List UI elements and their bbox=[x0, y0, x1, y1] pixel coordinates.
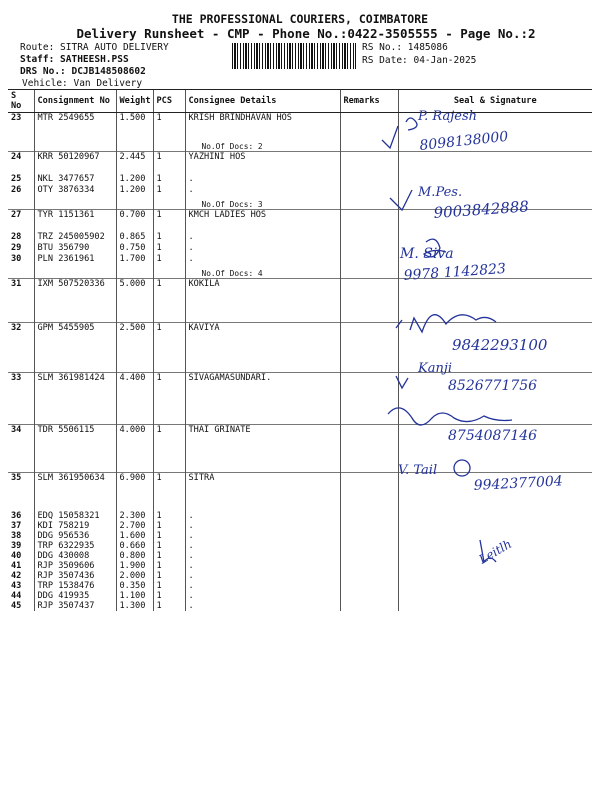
cell-sno: 42 bbox=[11, 570, 22, 581]
cell-cons: DDG 419935 bbox=[34, 591, 116, 601]
route-label: Route: SITRA AUTO DELIVERY bbox=[20, 42, 169, 53]
cell-wt: 0.800 bbox=[116, 551, 153, 561]
cell-cons: KDI 758219 bbox=[34, 521, 116, 531]
cell-pcs: 1 bbox=[153, 425, 185, 473]
cell-sno: 35 bbox=[8, 473, 34, 511]
signature-23 bbox=[380, 104, 540, 168]
cell-wt bbox=[116, 265, 153, 279]
cell-rem bbox=[340, 323, 398, 373]
signature-24-phone: 9003842888 bbox=[433, 197, 530, 222]
cell-rem bbox=[340, 571, 398, 581]
cell-sno: 39 bbox=[11, 540, 22, 551]
cell-cons: RJP 3507436 bbox=[34, 571, 116, 581]
cell-wt: 2.445 bbox=[116, 152, 153, 174]
drs-number: DRS No.: DCJB148508602 bbox=[20, 66, 146, 77]
cell-cons: EDQ 15058321 bbox=[34, 511, 116, 521]
cell-rem bbox=[340, 473, 398, 511]
cell-pcs: 1 bbox=[153, 279, 185, 323]
cell-pcs: 1 bbox=[153, 601, 185, 611]
signature-33-phone: 8754087146 bbox=[448, 428, 538, 444]
cell-sno: 34 bbox=[8, 425, 34, 473]
cell-sno: 25 bbox=[11, 173, 22, 184]
signature-35-45 bbox=[476, 534, 536, 582]
cell-sno bbox=[8, 265, 34, 279]
rs-number: RS No.: 1485086 bbox=[362, 42, 448, 53]
signature-34-phone: 9942377004 bbox=[473, 473, 564, 494]
cell-wt: 2.000 bbox=[116, 571, 153, 581]
cell-details: . bbox=[185, 232, 340, 243]
cell-cons: SLM 361981424 bbox=[34, 373, 116, 425]
cell-sno bbox=[8, 138, 34, 152]
staff-label: Staff: SATHEESH.PSS bbox=[20, 54, 129, 65]
signature-34-name: V. Tail bbox=[398, 463, 438, 478]
cell-pcs bbox=[153, 138, 185, 152]
cell-wt: 4.400 bbox=[116, 373, 153, 425]
cell-wt: 1.200 bbox=[116, 185, 153, 196]
cell-details: KOKILA bbox=[185, 279, 340, 323]
table-row bbox=[8, 591, 592, 601]
cell-details: . bbox=[185, 531, 340, 541]
cell-sig bbox=[398, 601, 592, 611]
table-row bbox=[8, 581, 592, 591]
cell-wt: 5.000 bbox=[116, 279, 153, 323]
cell-sig bbox=[398, 521, 592, 531]
cell-wt: 1.100 bbox=[116, 591, 153, 601]
company-title: THE PROFESSIONAL COURIERS, COIMBATORE bbox=[171, 12, 429, 26]
cell-cons: TRP 6322935 bbox=[34, 541, 116, 551]
cell-wt: 0.700 bbox=[116, 210, 153, 232]
cell-pcs: 1 bbox=[153, 531, 185, 541]
cell-sno: 40 bbox=[11, 550, 22, 561]
cell-cons: TRP 1538476 bbox=[34, 581, 116, 591]
signature-34 bbox=[394, 452, 594, 502]
cell-details: SITRA bbox=[185, 473, 340, 511]
cell-sno: 23 bbox=[8, 113, 34, 138]
cell-cons: RJP 3507437 bbox=[34, 601, 116, 611]
cell-cons: RJP 3509606 bbox=[34, 561, 116, 571]
signature-27-name: M. Siva bbox=[400, 246, 454, 262]
cell-sno: 27 bbox=[8, 210, 34, 232]
cell-pcs: 1 bbox=[153, 511, 185, 521]
cell-details: . bbox=[185, 581, 340, 591]
cell-sno: 37 bbox=[11, 520, 22, 531]
cell-cons bbox=[34, 265, 116, 279]
cell-cons: DDG 430008 bbox=[34, 551, 116, 561]
cell-rem bbox=[340, 561, 398, 571]
signature-32 bbox=[392, 354, 562, 402]
cell-cons bbox=[34, 138, 116, 152]
cell-rem bbox=[340, 551, 398, 561]
cell-cons: OTY 3876334 bbox=[34, 185, 116, 196]
cell-pcs: 1 bbox=[153, 541, 185, 551]
cell-cons: GPM 5455905 bbox=[34, 323, 116, 373]
vehicle-label: Vehicle: Van Delivery bbox=[22, 78, 143, 89]
runsheet-subtitle: Delivery Runsheet - CMP - Phone No.:0422-3505555 - Page No.:2 bbox=[76, 26, 536, 41]
cell-wt: 1.900 bbox=[116, 561, 153, 571]
cell-cons: PLN 2361961 bbox=[34, 254, 116, 265]
cell-rem bbox=[340, 541, 398, 551]
cell-details: KAVIYA bbox=[185, 323, 340, 373]
cell-sig bbox=[398, 581, 592, 591]
cell-sno: 36 bbox=[11, 510, 22, 521]
drs-barcode bbox=[232, 43, 356, 69]
signature-32-phone: 8526771756 bbox=[448, 378, 538, 394]
cell-cons bbox=[34, 196, 116, 210]
cell-pcs: 1 bbox=[153, 174, 185, 185]
cell-sno: 38 bbox=[11, 530, 22, 541]
signature-33 bbox=[382, 400, 552, 450]
cell-cons: SLM 361950634 bbox=[34, 473, 116, 511]
cell-details: . bbox=[185, 551, 340, 561]
col-consignee: Consignee Details bbox=[185, 90, 340, 113]
cell-rem bbox=[340, 581, 398, 591]
cell-sno: 41 bbox=[11, 560, 22, 571]
cell-details: . bbox=[185, 521, 340, 531]
cell-pcs: 1 bbox=[153, 210, 185, 232]
cell-sno: 43 bbox=[11, 580, 22, 591]
cell-details: . bbox=[185, 185, 340, 196]
cell-wt: 4.000 bbox=[116, 425, 153, 473]
cell-cons: DDG 956536 bbox=[34, 531, 116, 541]
table-row bbox=[8, 601, 592, 611]
signature-24-name: M.Pes. bbox=[418, 185, 463, 200]
cell-wt bbox=[116, 196, 153, 210]
cell-rem bbox=[340, 511, 398, 521]
cell-sno: 28 bbox=[11, 231, 22, 242]
cell-details: . bbox=[185, 243, 340, 254]
cell-details: . bbox=[185, 571, 340, 581]
cell-sno: 45 bbox=[11, 600, 22, 611]
cell-wt: 2.700 bbox=[116, 521, 153, 531]
cell-wt: 1.200 bbox=[116, 174, 153, 185]
cell-wt bbox=[116, 138, 153, 152]
cell-details: . bbox=[185, 591, 340, 601]
cell-wt: 1.500 bbox=[116, 113, 153, 138]
signature-31 bbox=[392, 306, 582, 360]
cell-cons: NKL 3477657 bbox=[34, 174, 116, 185]
col-pcs: PCS bbox=[153, 90, 185, 113]
cell-details: . bbox=[185, 174, 340, 185]
cell-pcs: 1 bbox=[153, 323, 185, 373]
signature-23-name: P. Rajesh bbox=[418, 109, 477, 124]
cell-pcs: 1 bbox=[153, 152, 185, 174]
signature-31-phone: 9842293100 bbox=[452, 336, 548, 354]
cell-cons: IXM 507520336 bbox=[34, 279, 116, 323]
cell-sno: 44 bbox=[11, 590, 22, 601]
table-row bbox=[8, 521, 592, 531]
cell-pcs: 1 bbox=[153, 373, 185, 425]
cell-pcs: 1 bbox=[153, 185, 185, 196]
cell-details: THAI GRINATE bbox=[185, 425, 340, 473]
cell-pcs: 1 bbox=[153, 243, 185, 254]
cell-details: YAZHINI HOS bbox=[185, 152, 340, 174]
cell-details: KRISH BRINDHAVAN HOS bbox=[185, 113, 340, 138]
cell-pcs: 1 bbox=[153, 581, 185, 591]
cell-details: . bbox=[185, 254, 340, 265]
cell-sno: 33 bbox=[8, 373, 34, 425]
cell-details: SIVAGAMASUNDARI. bbox=[185, 373, 340, 425]
cell-wt: 2.500 bbox=[116, 323, 153, 373]
cell-pcs bbox=[153, 265, 185, 279]
cell-details: . bbox=[185, 511, 340, 521]
cell-pcs: 1 bbox=[153, 521, 185, 531]
cell-sno: 24 bbox=[8, 152, 34, 174]
cell-sno: 32 bbox=[8, 323, 34, 373]
cell-docs: No.Of Docs: 2 bbox=[185, 138, 340, 152]
cell-wt: 0.750 bbox=[116, 243, 153, 254]
cell-rem bbox=[340, 531, 398, 541]
cell-pcs: 1 bbox=[153, 551, 185, 561]
cell-sno bbox=[8, 196, 34, 210]
col-consignment: Consignment No bbox=[34, 90, 116, 113]
cell-rem bbox=[340, 591, 398, 601]
cell-cons: TYR 1151361 bbox=[34, 210, 116, 232]
cell-pcs: 1 bbox=[153, 473, 185, 511]
rs-date: RS Date: 04-Jan-2025 bbox=[362, 55, 477, 66]
signature-35-name: Leitlh bbox=[476, 536, 515, 567]
cell-sig bbox=[398, 591, 592, 601]
cell-pcs: 1 bbox=[153, 571, 185, 581]
table-row bbox=[8, 511, 592, 521]
cell-rem bbox=[340, 601, 398, 611]
cell-cons: MTR 2549655 bbox=[34, 113, 116, 138]
cell-wt: 1.700 bbox=[116, 254, 153, 265]
cell-wt: 2.300 bbox=[116, 511, 153, 521]
cell-docs: No.Of Docs: 3 bbox=[185, 196, 340, 210]
cell-cons: BTU 356790 bbox=[34, 243, 116, 254]
cell-details: KMCH LADIES HOS bbox=[185, 210, 340, 232]
cell-docs: No.Of Docs: 4 bbox=[185, 265, 340, 279]
cell-wt: 0.660 bbox=[116, 541, 153, 551]
col-remarks: Remarks bbox=[340, 90, 398, 113]
signature-27-phone: 9978 1142823 bbox=[403, 260, 507, 284]
cell-sno: 29 bbox=[11, 242, 22, 253]
cell-cons: TDR 5506115 bbox=[34, 425, 116, 473]
cell-sno: 30 bbox=[11, 253, 22, 264]
cell-details: . bbox=[185, 561, 340, 571]
cell-cons: TRZ 245005902 bbox=[34, 232, 116, 243]
col-weight: Weight bbox=[116, 90, 153, 113]
cell-sno: 26 bbox=[11, 184, 22, 195]
signature-32-name: Kanji bbox=[418, 361, 453, 376]
col-signature: Seal & Signature bbox=[398, 90, 592, 113]
cell-wt: 0.350 bbox=[116, 581, 153, 591]
cell-pcs: 1 bbox=[153, 591, 185, 601]
cell-wt: 6.900 bbox=[116, 473, 153, 511]
cell-sig bbox=[398, 511, 592, 521]
signature-24-26 bbox=[388, 176, 568, 240]
signature-27-30 bbox=[380, 232, 550, 296]
cell-wt: 1.300 bbox=[116, 601, 153, 611]
cell-wt: 1.600 bbox=[116, 531, 153, 541]
cell-details: . bbox=[185, 601, 340, 611]
cell-rem bbox=[340, 521, 398, 531]
cell-details: . bbox=[185, 541, 340, 551]
cell-pcs bbox=[153, 196, 185, 210]
signature-23-phone: 8098138000 bbox=[418, 128, 510, 154]
cell-sno: 31 bbox=[8, 279, 34, 323]
cell-wt: 0.865 bbox=[116, 232, 153, 243]
cell-pcs: 1 bbox=[153, 113, 185, 138]
cell-pcs: 1 bbox=[153, 254, 185, 265]
cell-pcs: 1 bbox=[153, 561, 185, 571]
cell-cons: KRR 50120967 bbox=[34, 152, 116, 174]
col-sno: S No bbox=[8, 90, 34, 113]
cell-pcs: 1 bbox=[153, 232, 185, 243]
